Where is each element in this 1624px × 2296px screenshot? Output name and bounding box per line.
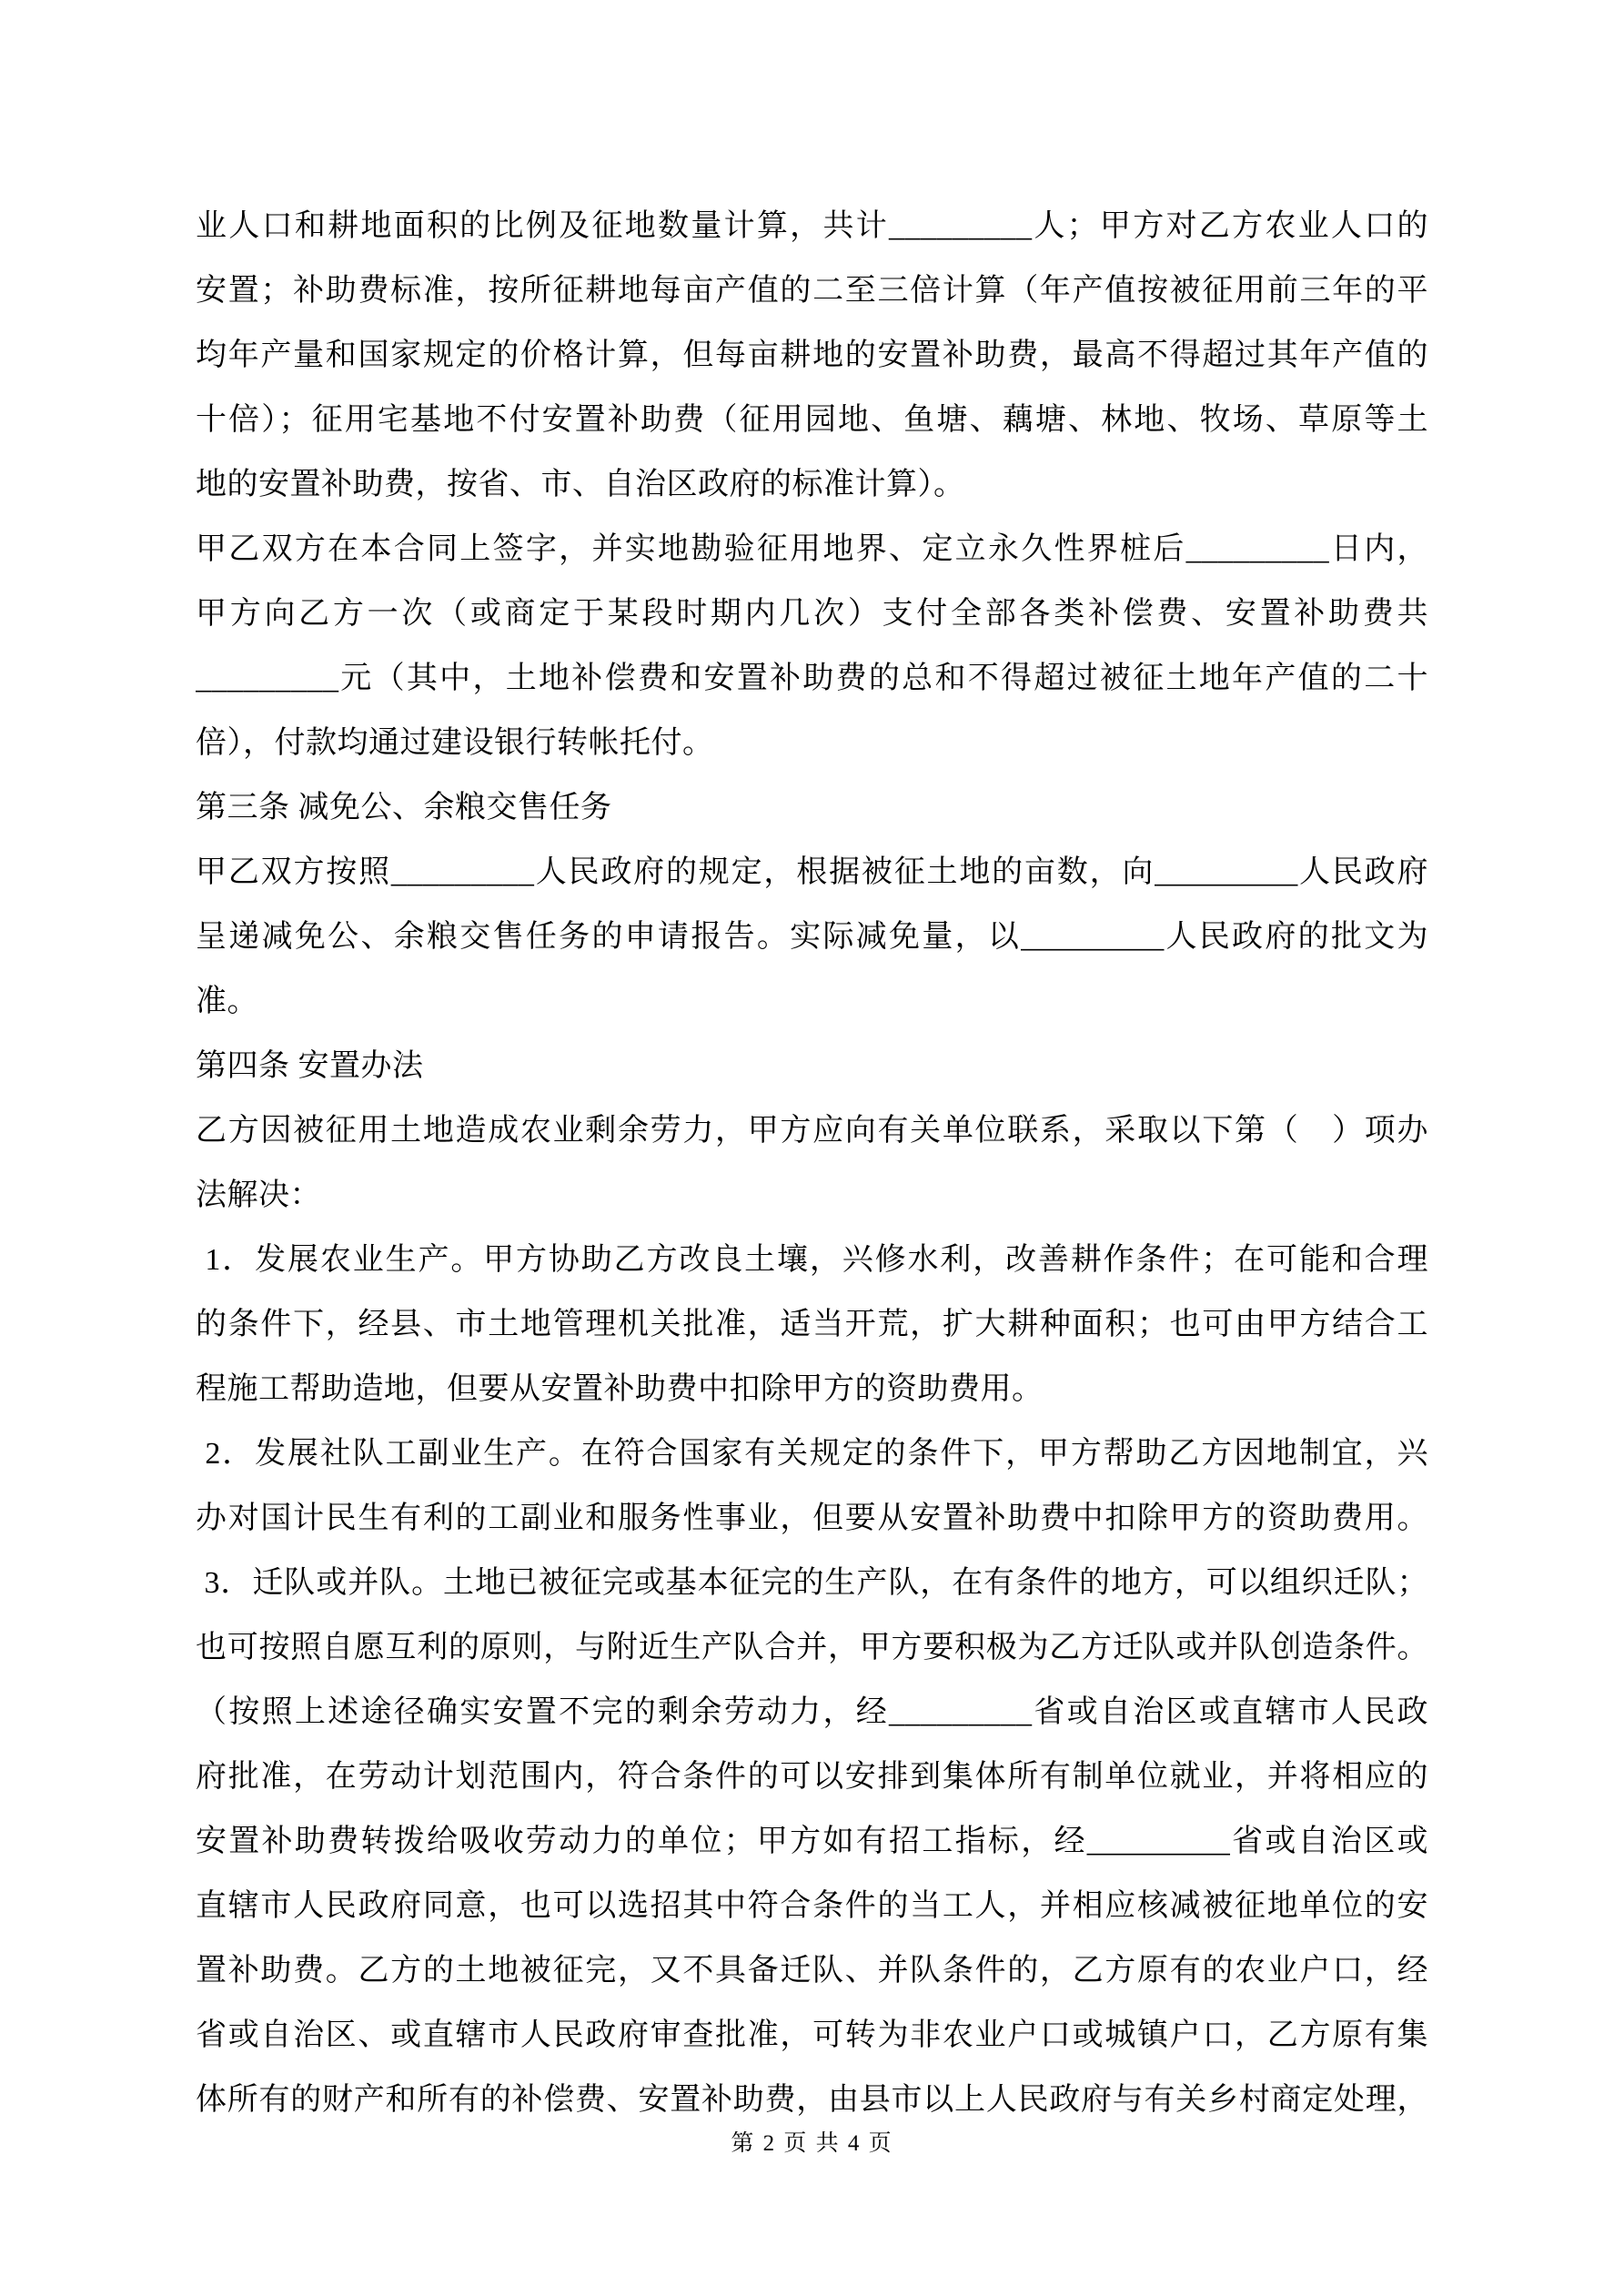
doc-line: 甲乙双方在本合同上签字，并实地勘验征用地界、定立永久性界桩后_________日内， (196, 532, 1428, 566)
doc-line: 也可按照自愿互利的原则，与附近生产队合并，甲方要积极为乙方迁队或并队创造条件。 (196, 1631, 1428, 1664)
doc-line: 甲乙双方按照_________人民政府的规定，根据被征土地的亩数，向_________人民政府 (196, 855, 1428, 889)
section-heading-4: 第四条 安置办法 (196, 1049, 424, 1083)
doc-line: 省或自治区、或直辖市人民政府审查批准，可转为非农业户口或城镇户口，乙方原有集 (196, 2018, 1428, 2052)
doc-line: 准。 (196, 985, 258, 1018)
doc-line: 安置补助费转拨给吸收劳动力的单位；甲方如有招工指标，经_________省或自治区或 (196, 1825, 1428, 1858)
doc-line: 直辖市人民政府同意，也可以选招其中符合条件的当工人，并相应核减被征地单位的安 (196, 1889, 1428, 1923)
doc-line: 体所有的财产和所有的补偿费、安置补助费，由县市以上人民政府与有关乡村商定处理， (196, 2083, 1428, 2117)
doc-line: 十倍）；征用宅基地不付安置补助费（征用园地、鱼塘、藕塘、林地、牧场、草原等土 (196, 403, 1428, 437)
doc-line: 置补助费。乙方的土地被征完，又不具备迁队、并队条件的，乙方原有的农业户口，经 (196, 1954, 1428, 1988)
doc-line: 倍），付款均通过建设银行转帐托付。 (196, 726, 714, 760)
doc-line: 呈递减免公、余粮交售任务的申请报告。实际减免量，以_________人民政府的批文为 (196, 920, 1428, 954)
page-number-footer: 第 2 页 共 4 页 (731, 2131, 893, 2156)
doc-line: _________元（其中，土地补偿费和安置补助费的总和不得超过被征土地年产值的二十 (196, 662, 1428, 695)
doc-line: 均年产量和国家规定的价格计算，但每亩耕地的安置补助费，最高不得超过其年产值的 (196, 339, 1428, 372)
doc-line: 乙方因被征用土地造成农业剩余劳力，甲方应向有关单位联系，采取以下第（ ）项办 (196, 1114, 1428, 1148)
doc-line: 办对国计民生有利的工副业和服务性事业，但要从安置补助费中扣除甲方的资助费用。 (196, 1502, 1428, 1535)
doc-line: 的条件下，经县、市土地管理机关批准，适当开荒，扩大耕种面积；也可由甲方结合工 (196, 1308, 1428, 1341)
doc-line: 府批准，在劳动计划范围内，符合条件的可以安排到集体所有制单位就业，并将相应的 (196, 1760, 1428, 1794)
doc-line-item-3: 3．迁队或并队。土地已被征完或基本征完的生产队，在有条件的地方，可以组织迁队； (196, 1566, 1428, 1600)
doc-line: 安置；补助费标准，按所征耕地每亩产值的二至三倍计算（年产值按被征用前三年的平 (196, 274, 1428, 308)
doc-line: 业人口和耕地面积的比例及征地数量计算，共计_________人；甲方对乙方农业人口的 (196, 209, 1428, 243)
doc-line: 甲方向乙方一次（或商定于某段时期内几次）支付全部各类补偿费、安置补助费共 (196, 597, 1428, 631)
doc-line: （按照上述途径确实安置不完的剩余劳动力，经_________省或自治区或直辖市人民政 (196, 1695, 1428, 1729)
doc-line-item-2: 2．发展社队工副业生产。在符合国家有关规定的条件下，甲方帮助乙方因地制宜，兴 (196, 1437, 1428, 1471)
doc-line: 程施工帮助造地，但要从安置补助费中扣除甲方的资助费用。 (196, 1372, 1044, 1406)
doc-line: 法解决： (196, 1178, 321, 1212)
contract-body (196, 194, 1428, 2132)
doc-line-item-1: 1．发展农业生产。甲方协助乙方改良土壤，兴修水利，改善耕作条件；在可能和合理 (196, 1243, 1428, 1277)
doc-line: 地的安置补助费，按省、市、自治区政府的标准计算）。 (196, 468, 965, 501)
section-heading-3: 第三条 减免公、余粮交售任务 (196, 791, 612, 824)
